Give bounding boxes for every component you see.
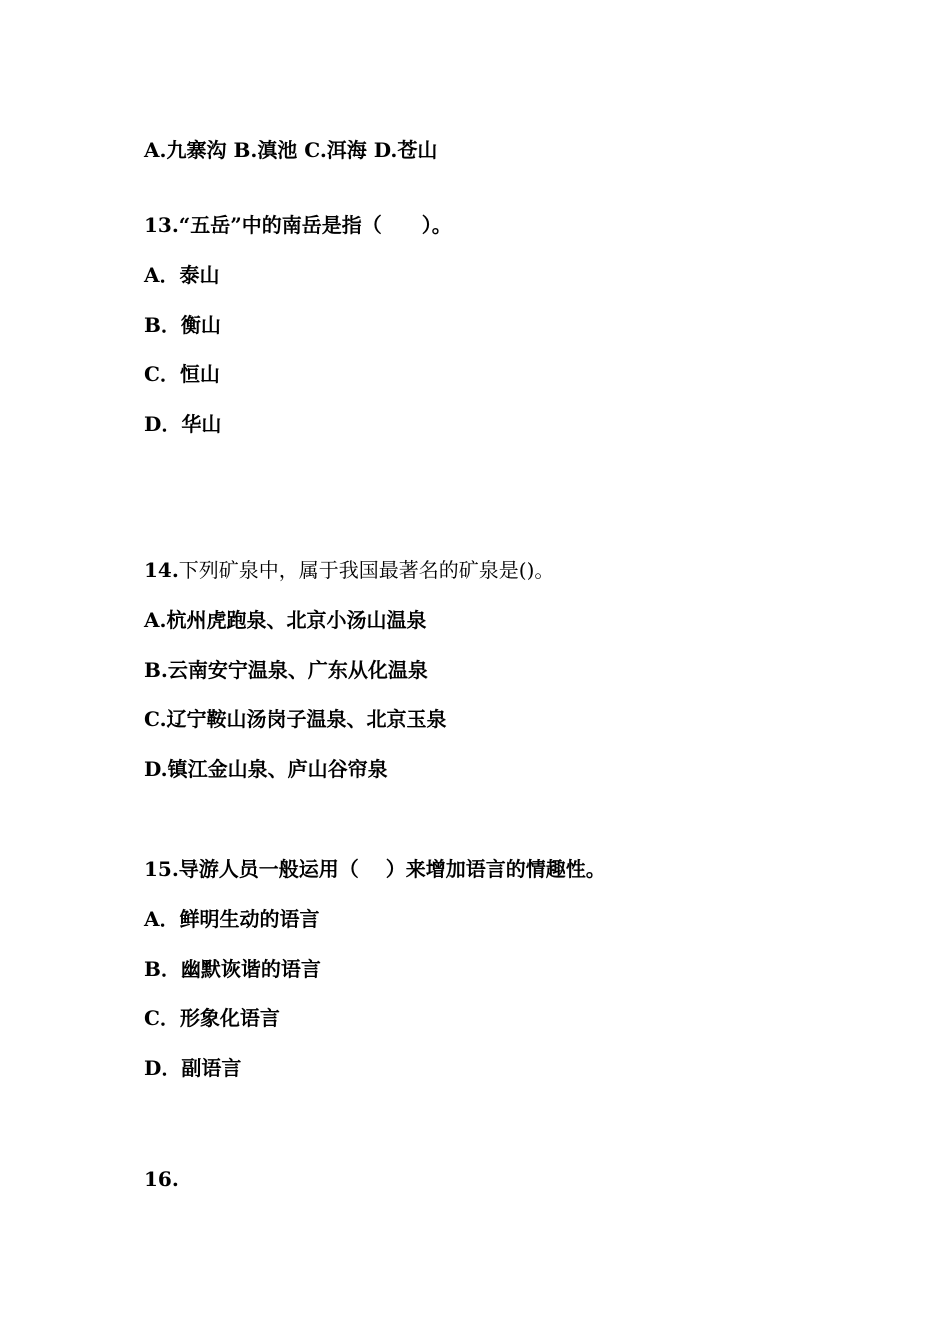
q13-option-b: B．衡山 (144, 313, 221, 337)
q12-options: A.九寨沟 B.滇池 C.洱海 D.苍山 (144, 138, 438, 162)
q15-option-c: C．形象化语言 (144, 1006, 280, 1030)
q14-stem: 下列矿泉中，属于我国最著名的矿泉是()。 (178, 558, 555, 582)
q13-option-d: D．华山 (144, 412, 222, 436)
q14-option-a: A.杭州虎跑泉、北京小汤山温泉 (144, 608, 427, 632)
q13-stem: 13.“五岳”中的南岳是指（ ）。 (144, 213, 452, 237)
q15-option-d: D．副语言 (144, 1056, 242, 1080)
q14-stem-line (144, 557, 554, 583)
q14-option-c: C.辽宁鞍山汤岗子温泉、北京玉泉 (144, 707, 447, 731)
q15-option-b: B．幽默诙谐的语言 (144, 957, 321, 981)
q15-option-a: A．鲜明生动的语言 (144, 907, 320, 931)
q15-stem: 15.导游人员一般运用（ ）来增加语言的情趣性。 (144, 857, 606, 881)
q13-option-c: C．恒山 (144, 362, 220, 386)
q14-option-d: D.镇江金山泉、庐山谷帘泉 (144, 757, 388, 781)
q16-number: 16. (144, 1167, 179, 1191)
q14-number: 14. (144, 558, 179, 582)
q14-option-b: B.云南安宁温泉、广东从化温泉 (144, 658, 428, 682)
q13-option-a: A．泰山 (144, 263, 220, 287)
